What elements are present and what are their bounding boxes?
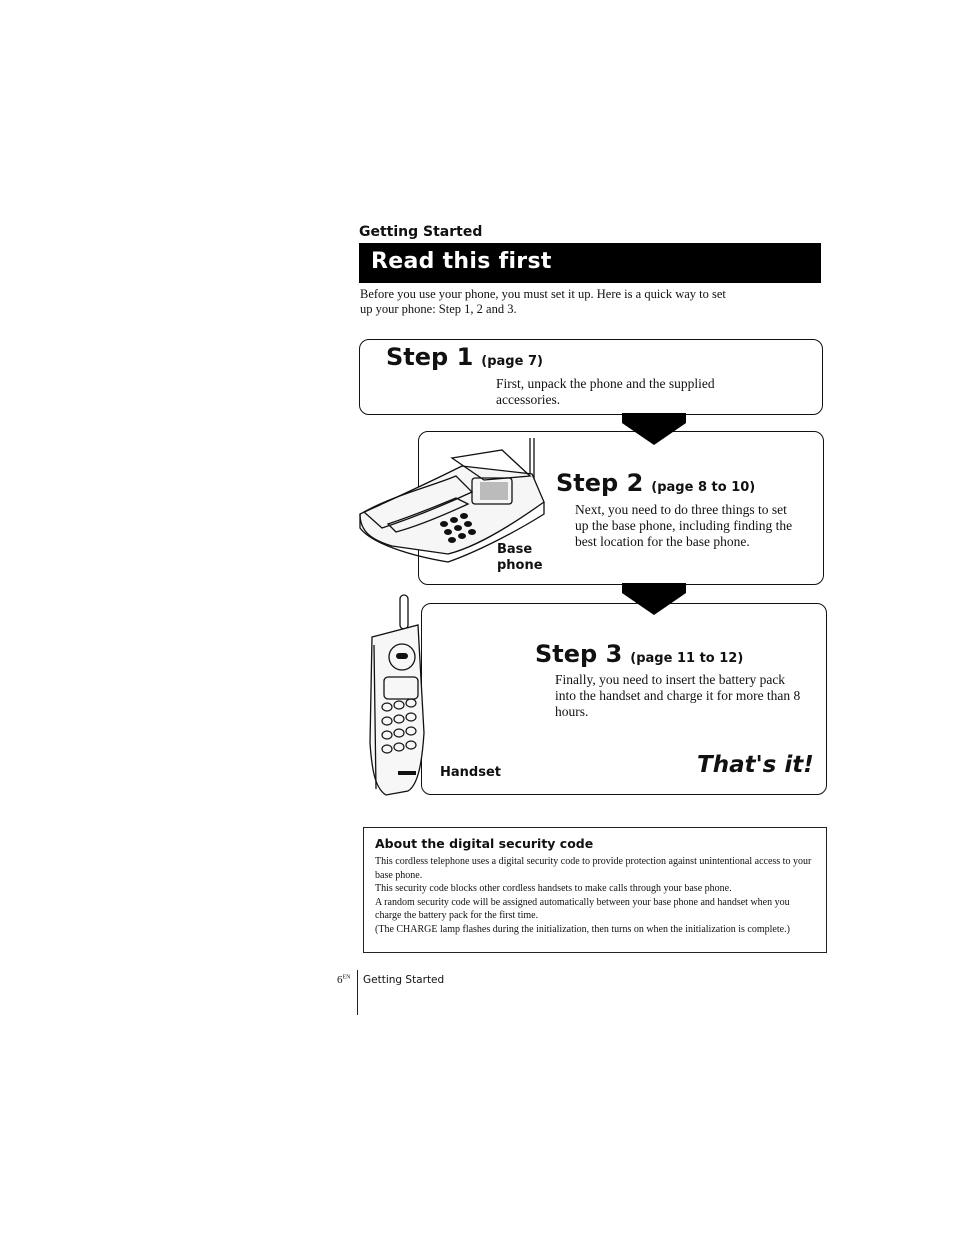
security-note-box [363, 827, 827, 953]
footer-divider [357, 970, 358, 1015]
closing-text: That's it! [697, 752, 814, 778]
handset-caption: Handset [440, 765, 501, 780]
security-line: (The CHARGE lamp flashes during the initialization, then turns on when the initialization is complete.) [375, 923, 790, 935]
base-phone-caption: Base phone [497, 542, 543, 573]
step3-page-ref: (page 11 to 12) [630, 651, 744, 666]
security-line: A random security code will be assigned automatically between your base phone and handset when you charge the battery pack for the first time. [375, 896, 790, 921]
handset-illustration [362, 593, 432, 797]
security-line: This security code blocks other cordless handsets to make calls through your base phone. [375, 883, 732, 894]
step1-description: First, unpack the phone and the supplied accessories. [496, 376, 715, 407]
security-line: This cordless telephone uses a digital security code to provide protection against unintentional access to your base phone. [375, 856, 812, 881]
step1-label: Step 1 [386, 343, 474, 371]
step3-description: Finally, you need to insert the battery pack into the handset and charge it for more than 8 hours. [555, 672, 801, 719]
security-body [375, 855, 813, 936]
page-number: $6^{EN}$ [337, 974, 351, 986]
section-label: Getting Started [359, 224, 483, 240]
step2-label: Step 2 [556, 469, 644, 497]
step3-label: Step 3 [535, 640, 623, 668]
intro-paragraph: Before you use your phone, you must set it up. Here is a quick way to set up your phone: Step 1, 2 and 3. [360, 287, 726, 316]
step1-page-ref: (page 7) [481, 354, 543, 369]
down-arrow-icon [620, 413, 690, 447]
footer-section: Getting Started [363, 974, 445, 986]
security-heading: About the digital security code [375, 836, 594, 851]
step3-heading [535, 640, 743, 668]
page-title: Read this first [371, 249, 552, 274]
step2-page-ref: (page 8 to 10) [651, 480, 756, 495]
down-arrow-icon [620, 583, 690, 617]
step2-heading [556, 469, 755, 497]
step1-heading [386, 343, 543, 371]
title-banner [359, 243, 821, 283]
step2-description: Next, you need to do three things to set up the base phone, including finding the best location for the base phone. [575, 502, 793, 549]
